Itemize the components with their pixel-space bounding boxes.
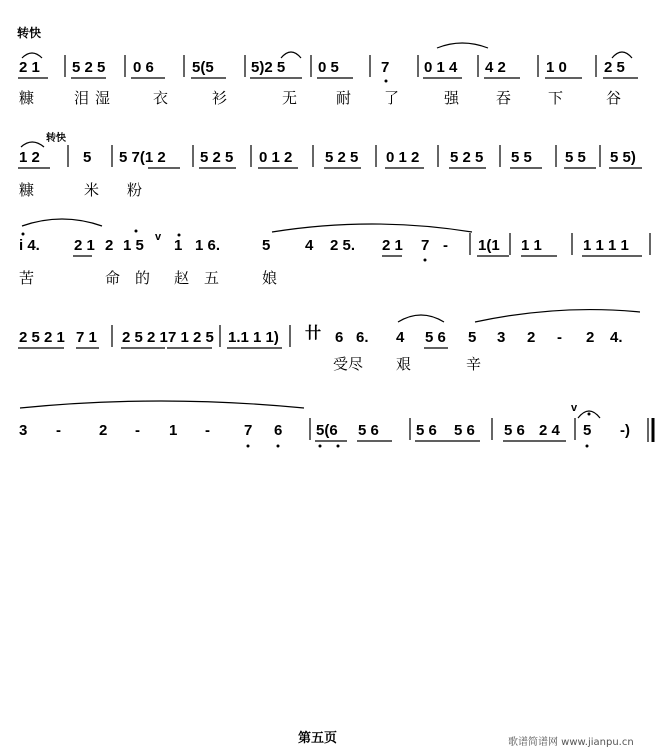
note-group: 7 1 (76, 329, 97, 346)
note-group: 5(5 (192, 59, 214, 76)
note-group: 5 (83, 149, 92, 166)
note-group: 1 5 (123, 237, 144, 254)
lyric: 下 (548, 89, 564, 107)
note-group: 5 (262, 237, 271, 254)
lyric: 辛 (466, 355, 482, 373)
note-group: 2 5 2 1 (122, 329, 168, 346)
note-group: 7 (381, 59, 390, 76)
lyric: 糠 (19, 89, 35, 107)
note-group: 2 5 (604, 59, 625, 76)
note-group: 5 5) (610, 149, 636, 166)
dash: - (56, 422, 61, 439)
dash: - (205, 422, 210, 439)
note-group: 5 6 (416, 422, 437, 439)
note-group: 1.1 1 1) (228, 329, 279, 346)
lyric: 衫 (212, 89, 228, 107)
note-group: 2 5. (330, 237, 356, 254)
slur (21, 142, 44, 147)
slur (22, 53, 42, 58)
breath-mark: v (571, 402, 578, 414)
note-group: 2 5 2 1 (19, 329, 65, 346)
note-group: 5 7(1 2 (119, 149, 166, 166)
note-group: 3 (497, 329, 506, 346)
note-group: 5 2 5 (450, 149, 484, 166)
note-group: 0 5 (318, 59, 339, 76)
note-group: 2 4 (539, 422, 560, 439)
slur (398, 315, 444, 322)
note-group: 4. (610, 329, 623, 346)
lyric: 谷 (606, 89, 622, 107)
note-group: 2 (527, 329, 536, 346)
dash: - (443, 237, 448, 254)
tempo-mark-2: 转快 (46, 133, 66, 144)
note-group: 1 (169, 422, 178, 439)
note-group: 7 (421, 237, 430, 254)
note-group: 5 6 (504, 422, 525, 439)
lyric: 耐 (336, 89, 352, 107)
slur (20, 401, 304, 408)
dash: - (557, 329, 562, 346)
note-group: 1 (174, 237, 183, 254)
note-group: 6 (335, 329, 344, 346)
fermata-dot (588, 413, 591, 416)
note-group: 5 2 5 (200, 149, 234, 166)
dash: - (135, 422, 140, 439)
lyric: 泪湿 (74, 89, 117, 107)
page-label: 第五页 (298, 731, 338, 746)
note-group: 5 5 (511, 149, 532, 166)
note-group: 4 2 (485, 59, 506, 76)
lyric: 赵 (174, 269, 190, 287)
note-group: 5 2 5 (325, 149, 359, 166)
lyric: 娘 (262, 269, 278, 287)
note-group: 5(6 (316, 422, 338, 439)
note-group: 7 1 2 5 (168, 329, 214, 346)
lyric: 强 (444, 89, 460, 107)
slur (281, 52, 301, 58)
note-group: 4 (305, 237, 314, 254)
slur (272, 224, 472, 232)
note-group: 6 (274, 422, 283, 439)
note-group: 0 1 2 (259, 149, 293, 166)
slur (612, 52, 632, 58)
note-group: 1 2 (19, 149, 40, 166)
note-group: 5)2 5 (251, 59, 286, 76)
lyric: 受尽 (333, 355, 364, 373)
note-group: 2 (586, 329, 595, 346)
watermark: 歌谱简谱网 www.jianpu.cn (508, 737, 634, 748)
lyric: 衣 (153, 89, 169, 107)
note-group: 1(1 (478, 237, 500, 254)
slur (437, 43, 488, 48)
note-group: 1 1 1 1 (583, 237, 629, 254)
lyric: 的 (135, 269, 151, 287)
note-group: 2 1 (74, 237, 95, 254)
slur (22, 219, 102, 226)
breath-mark: v (155, 231, 162, 243)
lyric: 五 (204, 269, 220, 287)
note-group: 1 1 (521, 237, 542, 254)
note-group: 1 0 (546, 59, 567, 76)
lyric: 艰 (396, 355, 412, 373)
note-group: 6. (356, 329, 369, 346)
note-group: 0 1 4 (424, 59, 458, 76)
lyric: 糠 (19, 181, 35, 199)
slur (475, 310, 640, 322)
note-group: 2 1 (382, 237, 403, 254)
lyric: 苦 (19, 269, 35, 287)
lyric: 命 (105, 269, 121, 287)
note-group: 2 (99, 422, 108, 439)
note-group: 2 (105, 237, 114, 254)
lyric: 无 (282, 89, 298, 107)
note-group: 4 (396, 329, 405, 346)
lyric: 粉 (127, 181, 143, 199)
note-group: 5 (583, 422, 592, 439)
lyric: 了 (384, 89, 400, 107)
note-group: 5 (468, 329, 477, 346)
fermata-dot (135, 230, 138, 233)
note-group: 0 6 (133, 59, 154, 76)
note-group: 1 6. (195, 237, 221, 254)
note-group: 5 6 (454, 422, 475, 439)
note-group: i 4. (19, 237, 40, 254)
note-group: 3 (19, 422, 28, 439)
note-group: -) (620, 422, 630, 439)
note-group: 5 5 (565, 149, 586, 166)
lyric: 吞 (496, 89, 512, 107)
note-group: 5 6 (425, 329, 446, 346)
note-group: 5 2 5 (72, 59, 106, 76)
rubato-mark: 卄 (305, 325, 322, 342)
note-group: 2 1 (19, 59, 40, 76)
lyric: 米 (84, 181, 100, 199)
note-group: 7 (244, 422, 253, 439)
note-group: 0 1 2 (386, 149, 420, 166)
note-group: 5 6 (358, 422, 379, 439)
tempo-mark: 转快 (17, 26, 42, 40)
